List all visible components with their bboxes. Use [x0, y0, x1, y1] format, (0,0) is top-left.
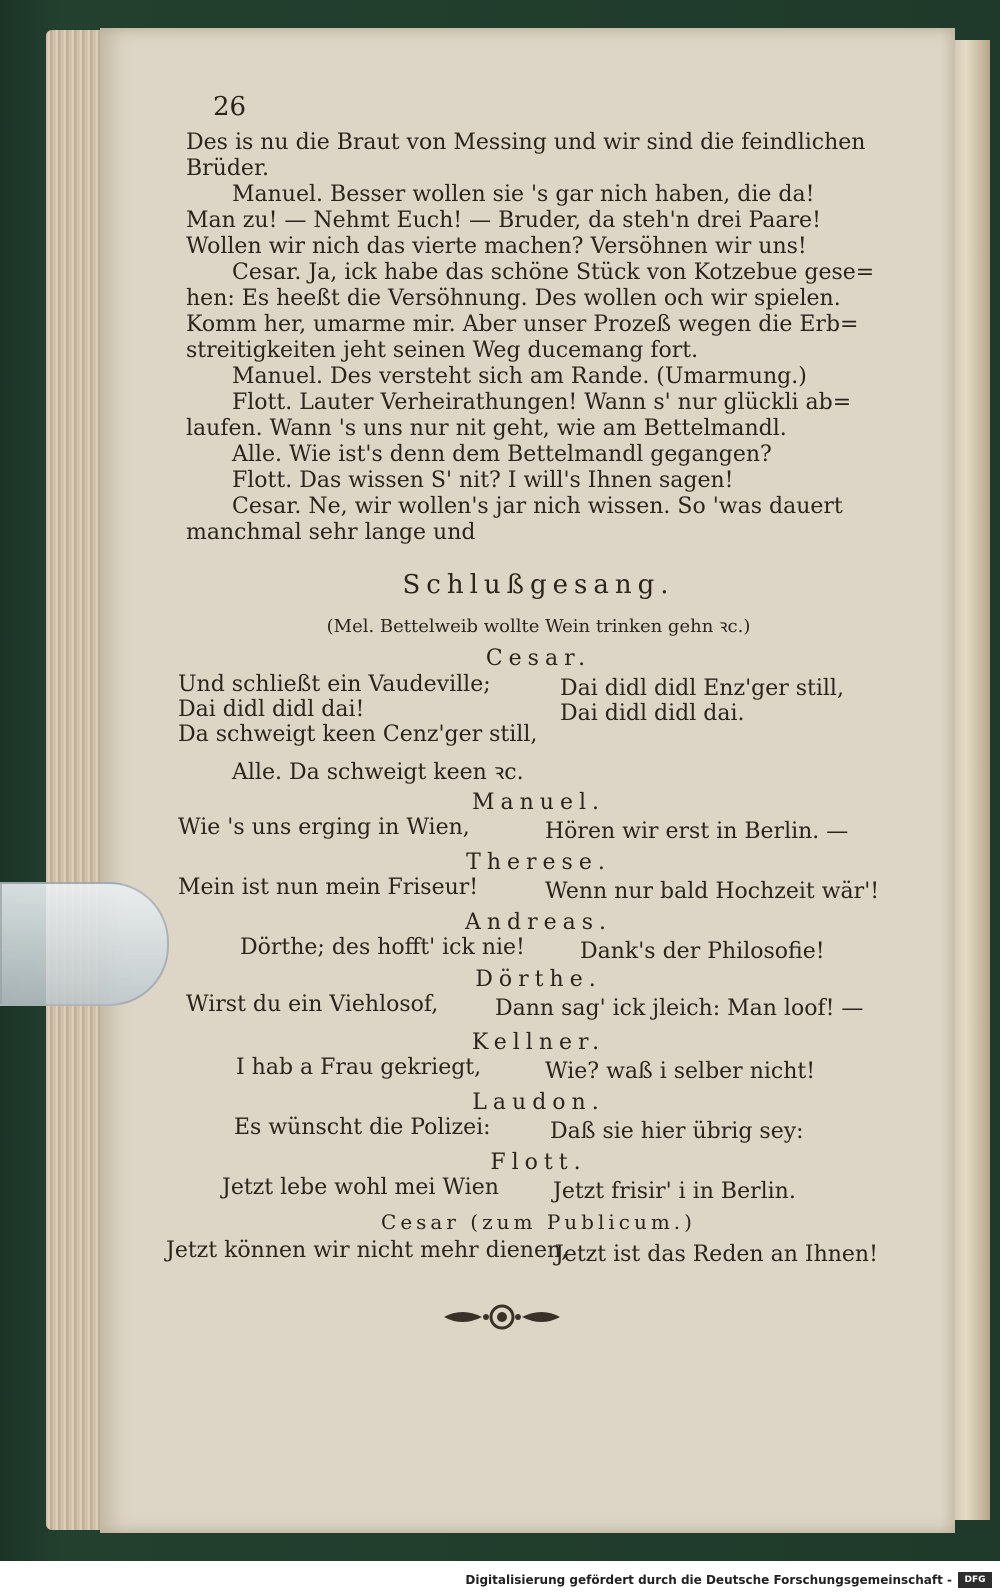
verse-left-line: I hab a Frau gekriegt, [236, 1055, 482, 1080]
end-ornament-icon [442, 1302, 562, 1332]
dfg-logo: DFG [958, 1572, 992, 1588]
page-clip [0, 882, 169, 1006]
speaker-label: Cesar. [485, 646, 592, 671]
speaker-label: Flott. [490, 1150, 587, 1175]
verse-right-line: Wenn nur bald Hochzeit wär'! [545, 879, 880, 904]
verse-left-line: Es wünscht die Polizei: [234, 1115, 491, 1140]
prose-line: hen: Es heeßt die Versöhnung. Des wollen och wir spielen. [186, 286, 841, 311]
verse-right-line: Dai didl didl dai. [560, 701, 745, 726]
verse-left-line: Jetzt lebe wohl mei Wien [222, 1175, 499, 1200]
speaker-label: Cesar (zum Publicum.) [381, 1210, 696, 1234]
verse-left-line: Jetzt können wir nicht mehr dienen, [166, 1238, 569, 1263]
verse-left-line: Wirst du ein Viehlosof, [186, 992, 439, 1017]
verse-right-line: Dai didl didl Enz'ger still, [560, 676, 844, 701]
prose-line: Cesar. Ne, wir wollen's jar nich wissen. So 'was dauert [232, 494, 843, 519]
prose-line: Cesar. Ja, ick habe das schöne Stück von Kotzebue gese= [232, 260, 875, 285]
prose-line: Manuel. Besser wollen sie 's gar nich haben, die da! [232, 182, 815, 207]
verse-left-line: Dai didl didl dai! [178, 697, 365, 722]
verse-right-line: Dann sag' ick jleich: Man loof! — [495, 996, 864, 1021]
verse-right-line: Jetzt frisir' i in Berlin. [553, 1179, 796, 1204]
speaker-label: Dörthe. [475, 967, 602, 992]
prose-line: Man zu! — Nehmt Euch! — Bruder, da steh'n drei Paare! [186, 208, 821, 233]
verse-left-line: Da schweigt keen Cenz'ger still, [178, 722, 538, 747]
chorus-line: Alle. Da schweigt keen ꝛc. [232, 760, 524, 785]
verse-left-line: Und schließt ein Vaudeville; [178, 672, 491, 697]
page-number: 26 [213, 92, 247, 122]
verse-right-line: Hören wir erst in Berlin. — [545, 819, 849, 844]
verse-left-line: Dörthe; des hofft' ick nie! [240, 935, 525, 960]
prose-line: laufen. Wann 's uns nur nit geht, wie am Bettelmandl. [186, 416, 787, 441]
song-title: Schlußgesang. [402, 570, 675, 600]
prose-line: manchmal sehr lange und [186, 520, 476, 545]
speaker-label: Kellner. [471, 1030, 606, 1055]
verse-right-line: Dank's der Philosofie! [580, 939, 825, 964]
prose-line: streitigkeiten jeht seinen Weg ducemang fort. [186, 338, 699, 363]
footer-credit: Digitalisierung gefördert durch die Deutsche Forschungsgemeinschaft - [465, 1573, 952, 1587]
prose-line: Brüder. [186, 156, 270, 181]
verse-right-line: Daß sie hier übrig sey: [550, 1119, 804, 1144]
prose-line: Flott. Das wissen S' nit? I will's Ihnen sagen! [232, 468, 734, 493]
verse-right-line: Wie? waß i selber nicht! [545, 1059, 816, 1084]
prose-line: Des is nu die Braut von Messing und wir sind die feindlichen [186, 130, 866, 155]
melody-note: (Mel. Bettelweib wollte Wein trinken gehn ꝛc.) [326, 616, 751, 637]
speaker-label: Andreas. [464, 910, 613, 935]
verse-right-line: Jetzt ist das Reden an Ihnen! [555, 1242, 878, 1267]
speaker-label: Laudon. [472, 1090, 605, 1115]
prose-line: Komm her, umarme mir. Aber unser Prozeß wegen die Erb= [186, 312, 859, 337]
prose-line: Manuel. Des versteht sich am Rande. (Umarmung.) [232, 364, 807, 389]
prose-line: Flott. Lauter Verheirathungen! Wann s' nur glückli ab= [232, 390, 852, 415]
prose-line: Wollen wir nich das vierte machen? Versöhnen wir uns! [186, 234, 807, 259]
facing-page-edge [950, 40, 990, 1520]
speaker-label: Therese. [466, 850, 611, 875]
prose-line: Alle. Wie ist's denn dem Bettelmandl gegangen? [232, 442, 772, 467]
verse-left-line: Mein ist nun mein Friseur! [178, 875, 479, 900]
speaker-label: Manuel. [471, 790, 606, 815]
verse-left-line: Wie 's uns erging in Wien, [178, 815, 470, 840]
